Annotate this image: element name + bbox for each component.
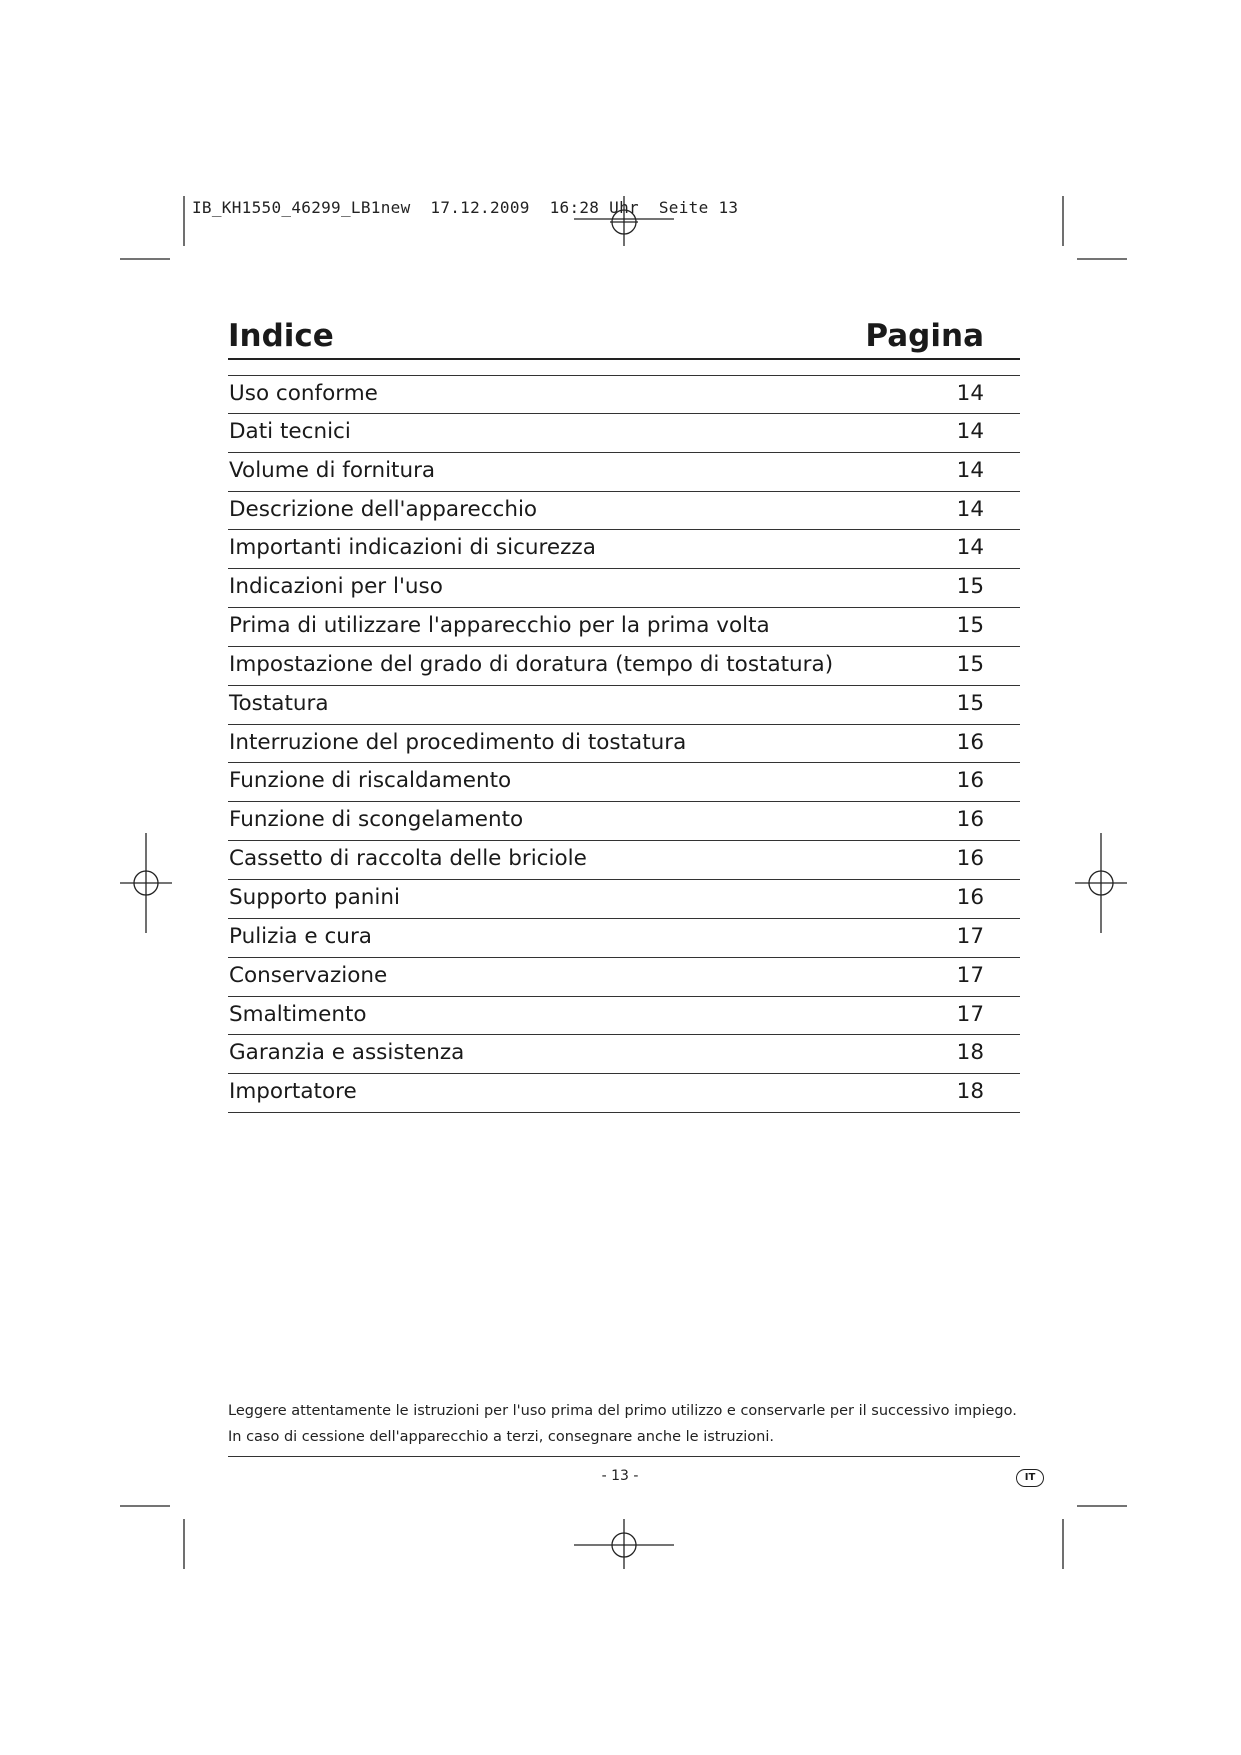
toc-entry-page: 15 <box>956 613 984 639</box>
toc-entry-page: 14 <box>956 535 984 561</box>
usage-note-line: In caso di cessione dell'apparecchio a terzi, consegnare anche le istruzioni. <box>228 1429 774 1445</box>
toc-entry[interactable] <box>228 492 1020 531</box>
usage-note <box>228 1398 1048 1450</box>
toc-entry[interactable] <box>228 530 1020 569</box>
toc-entry-page: 17 <box>956 923 984 949</box>
header-rule <box>228 358 1020 360</box>
toc-entry-label: Funzione di riscaldamento <box>229 768 512 794</box>
language-badge: IT <box>1016 1469 1044 1487</box>
toc-entry[interactable] <box>228 647 1020 686</box>
toc-entry-page: 18 <box>956 1040 984 1066</box>
toc-entry-label: Dati tecnici <box>229 418 351 444</box>
toc-entry-page: 16 <box>956 807 984 833</box>
toc-entry-page: 16 <box>956 884 984 910</box>
toc-entry-label: Volume di fornitura <box>229 457 436 483</box>
toc-entry[interactable] <box>228 958 1020 997</box>
toc-entry-page: 16 <box>956 846 984 872</box>
toc-entry[interactable] <box>228 414 1020 453</box>
toc-entry-page: 14 <box>956 381 984 406</box>
toc-entry-label: Smaltimento <box>229 1001 367 1027</box>
toc-entry[interactable] <box>228 802 1020 841</box>
toc-entry-label: Interruzione del procedimento di tostatura <box>229 729 687 755</box>
toc-entry-page: 14 <box>956 457 984 483</box>
toc-entry-label: Importatore <box>229 1079 357 1105</box>
toc-entry-label: Tostatura <box>229 690 329 716</box>
toc-entry-label: Descrizione dell'apparecchio <box>229 496 538 522</box>
toc-entry[interactable] <box>228 725 1020 764</box>
toc-entry[interactable] <box>228 569 1020 608</box>
toc-list <box>228 375 1020 1113</box>
toc-entry-label: Garanzia e assistenza <box>229 1040 465 1066</box>
toc-entry-page: 15 <box>956 651 984 677</box>
page-number: - 13 - <box>601 1468 639 1484</box>
toc-entry-label: Cassetto di raccolta delle briciole <box>229 846 587 872</box>
toc-entry[interactable] <box>228 1074 1020 1113</box>
toc-entry[interactable] <box>228 686 1020 725</box>
toc-entry[interactable] <box>228 375 1020 414</box>
toc-entry-label: Conservazione <box>229 962 388 988</box>
toc-entry-label: Supporto panini <box>229 884 401 910</box>
toc-entry-page: 16 <box>956 768 984 794</box>
toc-entry-label: Funzione di scongelamento <box>229 807 524 833</box>
toc-entry-label: Impostazione del grado di doratura (tempo di tostatura) <box>229 651 834 677</box>
toc-entry[interactable] <box>228 453 1020 492</box>
footer-rule <box>228 1456 1020 1457</box>
toc-entry[interactable] <box>228 763 1020 802</box>
toc-entry-page: 16 <box>956 729 984 755</box>
toc-entry-label: Pulizia e cura <box>229 923 372 949</box>
toc-entry-page: 14 <box>956 496 984 522</box>
print-slug: IB_KH1550_46299_LB1new 17.12.2009 16:28 Uhr Seite 13 <box>192 198 739 217</box>
toc-entry[interactable] <box>228 841 1020 880</box>
usage-note-line: Leggere attentamente le istruzioni per l'uso prima del primo utilizzo e conservarle per il successivo impiego. <box>228 1403 1017 1419</box>
toc-entry-label: Indicazioni per l'uso <box>229 574 443 600</box>
toc-entry-page: 18 <box>956 1079 984 1105</box>
toc-entry-page: 15 <box>956 574 984 600</box>
toc-entry[interactable] <box>228 608 1020 647</box>
toc-entry[interactable] <box>228 880 1020 919</box>
toc-entry[interactable] <box>228 997 1020 1036</box>
toc-title: Indice <box>228 318 334 354</box>
toc-entry-page: 15 <box>956 690 984 716</box>
toc-entry-page: 17 <box>956 1001 984 1027</box>
toc-entry[interactable] <box>228 1035 1020 1074</box>
toc-entry-label: Uso conforme <box>229 381 378 406</box>
toc-page-label: Pagina <box>865 318 984 354</box>
toc-entry-label: Importanti indicazioni di sicurezza <box>229 535 596 561</box>
toc-entry-label: Prima di utilizzare l'apparecchio per la prima volta <box>229 613 770 639</box>
toc-entry[interactable] <box>228 919 1020 958</box>
toc-entry-page: 17 <box>956 962 984 988</box>
toc-header <box>228 318 1020 360</box>
toc-entry-page: 14 <box>956 418 984 444</box>
